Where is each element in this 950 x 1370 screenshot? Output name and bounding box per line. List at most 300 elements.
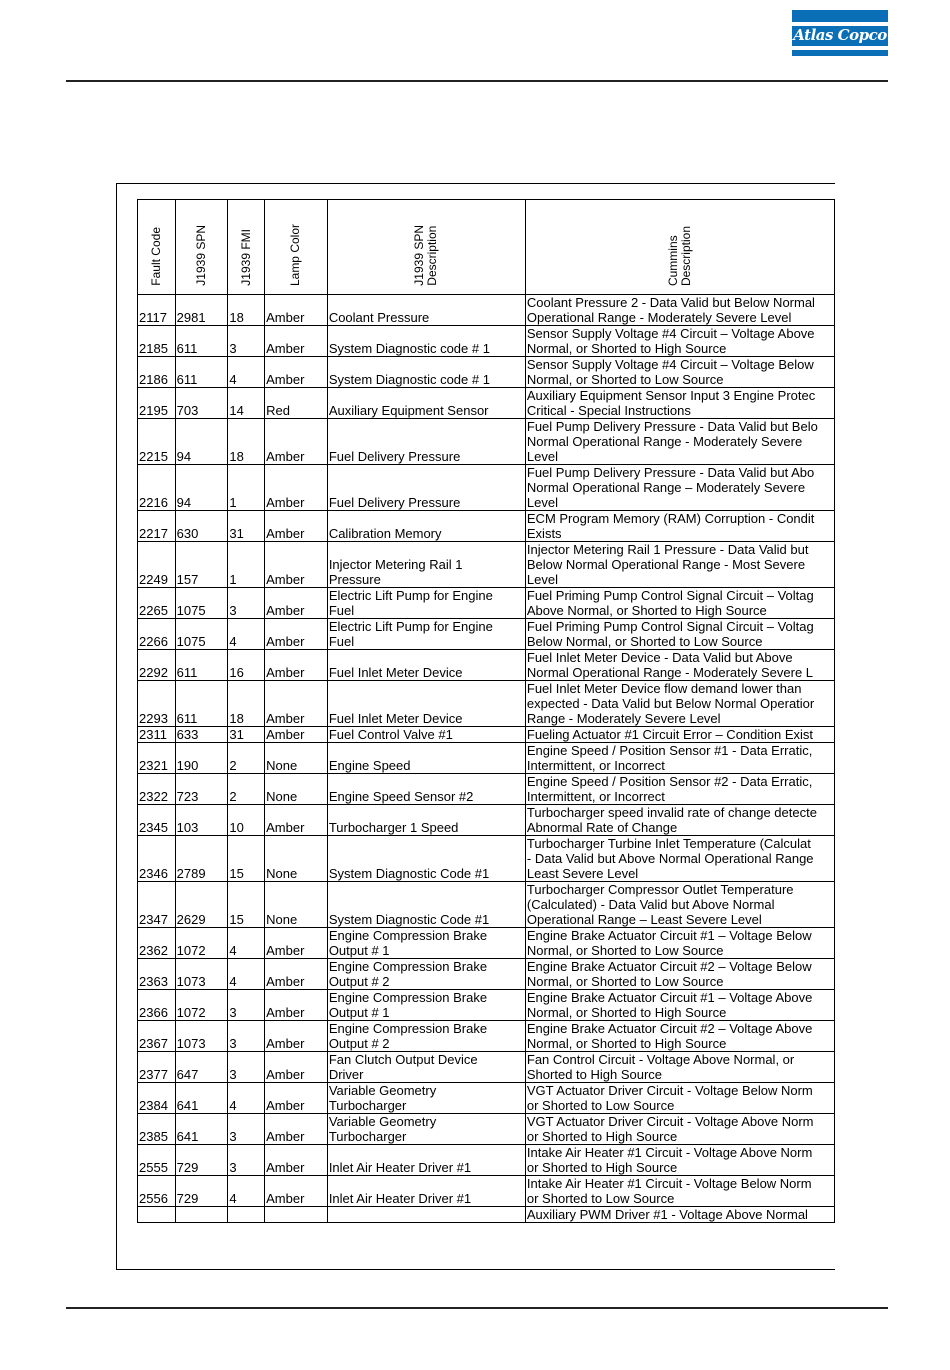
table-row bbox=[138, 1176, 835, 1207]
lamp-color-cell: Amber bbox=[265, 619, 328, 650]
fault-code-cell: 2377 bbox=[138, 1052, 176, 1083]
spn-cell: 611 bbox=[175, 357, 228, 388]
cummins-description-cell bbox=[525, 511, 834, 542]
fault-code-cell: 2346 bbox=[138, 836, 176, 882]
fault-code-cell: 2249 bbox=[138, 542, 176, 588]
fmi-cell: 31 bbox=[228, 511, 265, 542]
spn-cell: 703 bbox=[175, 388, 228, 419]
cummins-description-cell bbox=[525, 650, 834, 681]
spn-cell: 2629 bbox=[175, 882, 228, 928]
lamp-color-cell: Amber bbox=[265, 1083, 328, 1114]
cummins-description-cell bbox=[525, 588, 834, 619]
cummins-description-cell bbox=[525, 1145, 834, 1176]
header-j1939-fmi bbox=[228, 200, 265, 295]
description-line: Output # 1 bbox=[328, 1005, 390, 1020]
fault-code-cell: 2362 bbox=[138, 928, 176, 959]
description-line: Intake Air Heater #1 Circuit - Voltage Below Norm bbox=[526, 1176, 812, 1191]
fault-code-cell: 2322 bbox=[138, 774, 176, 805]
description-line: Pressure bbox=[328, 572, 381, 587]
lamp-color-cell: Amber bbox=[265, 928, 328, 959]
spn-description-cell bbox=[327, 1145, 525, 1176]
fmi-cell: 2 bbox=[228, 743, 265, 774]
cummins-description-cell bbox=[525, 990, 834, 1021]
description-line: Turbocharger speed invalid rate of change detecte bbox=[526, 805, 817, 820]
spn-description-cell bbox=[327, 990, 525, 1021]
cummins-description-cell bbox=[525, 681, 834, 727]
logo-text: Atlas Copco bbox=[793, 26, 887, 44]
spn-description-cell bbox=[327, 619, 525, 650]
lamp-color-cell: Amber bbox=[265, 805, 328, 836]
cummins-description-cell bbox=[525, 465, 834, 511]
description-line: Level bbox=[526, 572, 558, 587]
lamp-color-cell: Amber bbox=[265, 357, 328, 388]
spn-description-cell bbox=[327, 419, 525, 465]
spn-cell bbox=[175, 1207, 228, 1223]
description-line: Engine Compression Brake bbox=[328, 928, 488, 943]
description-line: Normal, or Shorted to High Source bbox=[526, 341, 727, 356]
description-line: Output # 2 bbox=[328, 1036, 390, 1051]
cummins-description-cell bbox=[525, 388, 834, 419]
description-line: VGT Actuator Driver Circuit - Voltage Above Norm bbox=[526, 1114, 814, 1129]
table-row bbox=[138, 1021, 835, 1052]
lamp-color-cell: None bbox=[265, 774, 328, 805]
description-line: Calibration Memory bbox=[328, 526, 442, 541]
description-line: Fuel Priming Pump Control Signal Circuit – Voltag bbox=[526, 588, 814, 603]
header-lamp-color bbox=[265, 200, 328, 295]
description-line: Sensor Supply Voltage #4 Circuit – Voltage Below bbox=[526, 357, 814, 372]
table-row bbox=[138, 1083, 835, 1114]
lamp-color-cell: Amber bbox=[265, 681, 328, 727]
fault-code-cell: 2321 bbox=[138, 743, 176, 774]
cummins-description-cell bbox=[525, 1207, 834, 1223]
header-label-line: J1939 SPN bbox=[193, 225, 208, 286]
spn-cell: 94 bbox=[175, 419, 228, 465]
fmi-cell: 4 bbox=[228, 1176, 265, 1207]
fmi-cell: 18 bbox=[228, 295, 265, 326]
description-line: Engine Compression Brake bbox=[328, 959, 488, 974]
spn-cell: 630 bbox=[175, 511, 228, 542]
description-line: Fuel Control Valve #1 bbox=[328, 727, 453, 742]
description-line: Auxiliary Equipment Sensor Input 3 Engine Protec bbox=[526, 388, 816, 403]
cummins-description-cell bbox=[525, 295, 834, 326]
lamp-color-cell: Amber bbox=[265, 542, 328, 588]
description-line: Turbocharger Compressor Outlet Temperature bbox=[526, 882, 794, 897]
fault-code-table bbox=[137, 199, 835, 1223]
table-row bbox=[138, 990, 835, 1021]
spn-cell: 647 bbox=[175, 1052, 228, 1083]
cummins-description-cell bbox=[525, 743, 834, 774]
lamp-color-cell: Amber bbox=[265, 588, 328, 619]
fmi-cell: 3 bbox=[228, 326, 265, 357]
spn-cell: 641 bbox=[175, 1114, 228, 1145]
fmi-cell: 3 bbox=[228, 588, 265, 619]
fmi-cell: 4 bbox=[228, 357, 265, 388]
spn-description-cell bbox=[327, 465, 525, 511]
description-line: Normal Operational Range – Moderately Severe bbox=[526, 480, 806, 495]
lamp-color-cell: Amber bbox=[265, 511, 328, 542]
description-line: Exists bbox=[526, 526, 562, 541]
lamp-color-cell: Amber bbox=[265, 419, 328, 465]
lamp-color-cell: Amber bbox=[265, 1021, 328, 1052]
description-line: Below Normal Operational Range - Most Severe bbox=[526, 557, 806, 572]
description-line: Fuel Priming Pump Control Signal Circuit – Voltag bbox=[526, 619, 814, 634]
cummins-description-cell bbox=[525, 1021, 834, 1052]
description-line: Coolant Pressure bbox=[328, 310, 430, 325]
table-row bbox=[138, 326, 835, 357]
fmi-cell: 3 bbox=[228, 1021, 265, 1052]
cummins-description-cell bbox=[525, 1083, 834, 1114]
spn-description-cell bbox=[327, 727, 525, 743]
table-frame bbox=[116, 183, 835, 1270]
spn-cell: 94 bbox=[175, 465, 228, 511]
fault-code-cell: 2347 bbox=[138, 882, 176, 928]
header-label-line: Cummins bbox=[665, 235, 680, 286]
description-line: Abnormal Rate of Change bbox=[526, 820, 678, 835]
description-line: System Diagnostic Code #1 bbox=[328, 866, 490, 881]
header-label-line: Description bbox=[678, 225, 693, 286]
description-line: (Calculated) - Data Valid but Above Normal bbox=[526, 897, 775, 912]
header-divider bbox=[66, 80, 888, 82]
spn-cell: 1072 bbox=[175, 990, 228, 1021]
spn-cell: 723 bbox=[175, 774, 228, 805]
table-row bbox=[138, 1145, 835, 1176]
fmi-cell bbox=[228, 1207, 265, 1223]
description-line: Engine Brake Actuator Circuit #1 – Voltage Below bbox=[526, 928, 812, 943]
spn-description-cell bbox=[327, 1052, 525, 1083]
description-line: Auxiliary Equipment Sensor bbox=[328, 403, 489, 418]
fault-code-cell bbox=[138, 1207, 176, 1223]
spn-description-cell bbox=[327, 1114, 525, 1145]
lamp-color-cell: Amber bbox=[265, 727, 328, 743]
description-line: Output # 1 bbox=[328, 943, 390, 958]
spn-description-cell bbox=[327, 1083, 525, 1114]
description-line: Coolant Pressure 2 - Data Valid but Below Normal bbox=[526, 295, 815, 310]
description-line: ECM Program Memory (RAM) Corruption - Condit bbox=[526, 511, 815, 526]
description-line: Fan Control Circuit - Voltage Above Normal, or bbox=[526, 1052, 795, 1067]
description-line: Intake Air Heater #1 Circuit - Voltage Above Norm bbox=[526, 1145, 813, 1160]
fmi-cell: 1 bbox=[228, 465, 265, 511]
description-line: Variable Geometry bbox=[328, 1114, 437, 1129]
description-line: Critical - Special Instructions bbox=[526, 403, 691, 418]
table-row bbox=[138, 681, 835, 727]
description-line: Inlet Air Heater Driver #1 bbox=[328, 1160, 472, 1175]
spn-description-cell bbox=[327, 882, 525, 928]
description-line: Fuel Delivery Pressure bbox=[328, 495, 461, 510]
spn-cell: 611 bbox=[175, 681, 228, 727]
description-line: Engine Speed Sensor #2 bbox=[328, 789, 474, 804]
description-line: Fuel bbox=[328, 634, 355, 649]
table-row bbox=[138, 1052, 835, 1083]
spn-description-cell bbox=[327, 681, 525, 727]
table-row bbox=[138, 805, 835, 836]
description-line: Level bbox=[526, 449, 558, 464]
table-row bbox=[138, 743, 835, 774]
table-row bbox=[138, 928, 835, 959]
spn-cell: 633 bbox=[175, 727, 228, 743]
description-line: Intermittent, or Incorrect bbox=[526, 789, 665, 804]
table-row bbox=[138, 388, 835, 419]
cummins-description-cell bbox=[525, 836, 834, 882]
description-line: expected - Data Valid but Below Normal Operatior bbox=[526, 696, 815, 711]
lamp-color-cell: None bbox=[265, 882, 328, 928]
table-row bbox=[138, 588, 835, 619]
cummins-description-cell bbox=[525, 774, 834, 805]
fmi-cell: 31 bbox=[228, 727, 265, 743]
description-line: Electric Lift Pump for Engine bbox=[328, 588, 493, 603]
cummins-description-cell bbox=[525, 1176, 834, 1207]
description-line: Below Normal, or Shorted to Low Source bbox=[526, 634, 763, 649]
fmi-cell: 15 bbox=[228, 882, 265, 928]
cummins-description-cell bbox=[525, 1114, 834, 1145]
spn-cell: 641 bbox=[175, 1083, 228, 1114]
description-line: Injector Metering Rail 1 bbox=[328, 557, 463, 572]
description-line: Normal, or Shorted to High Source bbox=[526, 1005, 727, 1020]
description-line bbox=[329, 1207, 524, 1222]
spn-cell: 157 bbox=[175, 542, 228, 588]
fault-code-cell: 2215 bbox=[138, 419, 176, 465]
description-line: Fuel Inlet Meter Device bbox=[328, 665, 463, 680]
spn-description-cell bbox=[327, 295, 525, 326]
fault-code-cell: 2311 bbox=[138, 727, 176, 743]
cummins-description-cell bbox=[525, 326, 834, 357]
fmi-cell: 3 bbox=[228, 990, 265, 1021]
cummins-description-cell bbox=[525, 357, 834, 388]
description-line: Output # 2 bbox=[328, 974, 390, 989]
fault-code-cell: 2555 bbox=[138, 1145, 176, 1176]
cummins-description-cell bbox=[525, 727, 834, 743]
cummins-description-cell bbox=[525, 542, 834, 588]
description-line: Range - Moderately Severe Level bbox=[526, 711, 721, 726]
fmi-cell: 4 bbox=[228, 959, 265, 990]
table-row bbox=[138, 836, 835, 882]
spn-description-cell bbox=[327, 588, 525, 619]
table-row bbox=[138, 357, 835, 388]
fault-code-cell: 2117 bbox=[138, 295, 176, 326]
description-line: or Shorted to High Source bbox=[526, 1160, 678, 1175]
table-row bbox=[138, 542, 835, 588]
fmi-cell: 4 bbox=[228, 1083, 265, 1114]
lamp-color-cell bbox=[265, 1207, 328, 1223]
fmi-cell: 18 bbox=[228, 681, 265, 727]
cummins-description-cell bbox=[525, 928, 834, 959]
logo-stripe bbox=[792, 46, 888, 50]
fmi-cell: 2 bbox=[228, 774, 265, 805]
fmi-cell: 3 bbox=[228, 1052, 265, 1083]
description-line: Turbocharger bbox=[328, 1098, 407, 1113]
lamp-color-cell: None bbox=[265, 743, 328, 774]
description-line: Normal, or Shorted to Low Source bbox=[526, 943, 724, 958]
header-cummins-description bbox=[525, 200, 834, 295]
header-j1939-spn-description bbox=[327, 200, 525, 295]
description-line: Operational Range – Least Severe Level bbox=[526, 912, 762, 927]
lamp-color-cell: Amber bbox=[265, 650, 328, 681]
description-line: Fuel Inlet Meter Device bbox=[328, 711, 463, 726]
fault-code-cell: 2384 bbox=[138, 1083, 176, 1114]
spn-description-cell bbox=[327, 1176, 525, 1207]
description-line: or Shorted to Low Source bbox=[526, 1191, 675, 1206]
fmi-cell: 3 bbox=[228, 1114, 265, 1145]
description-line: System Diagnostic Code #1 bbox=[328, 912, 490, 927]
description-line: Fan Clutch Output Device bbox=[328, 1052, 478, 1067]
spn-cell: 2981 bbox=[175, 295, 228, 326]
table-row bbox=[138, 465, 835, 511]
table-row bbox=[138, 727, 835, 743]
lamp-color-cell: None bbox=[265, 836, 328, 882]
description-line: Fuel bbox=[328, 603, 355, 618]
description-line: Normal, or Shorted to Low Source bbox=[526, 974, 724, 989]
description-line: Shorted to High Source bbox=[526, 1067, 663, 1082]
description-line: Normal, or Shorted to Low Source bbox=[526, 372, 724, 387]
description-line: Engine Compression Brake bbox=[328, 1021, 488, 1036]
header-label-line: Lamp Color bbox=[288, 223, 303, 286]
table-body bbox=[138, 295, 835, 1223]
description-line: Fuel Pump Delivery Pressure - Data Valid but Abo bbox=[526, 465, 815, 480]
fmi-cell: 10 bbox=[228, 805, 265, 836]
fmi-cell: 16 bbox=[228, 650, 265, 681]
fault-code-cell: 2216 bbox=[138, 465, 176, 511]
description-line: Inlet Air Heater Driver #1 bbox=[328, 1191, 472, 1206]
cummins-description-cell bbox=[525, 882, 834, 928]
lamp-color-cell: Red bbox=[265, 388, 328, 419]
spn-description-cell bbox=[327, 650, 525, 681]
fault-code-cell: 2556 bbox=[138, 1176, 176, 1207]
cummins-description-cell bbox=[525, 959, 834, 990]
spn-description-cell bbox=[327, 542, 525, 588]
description-line: Fueling Actuator #1 Circuit Error – Condition Exist bbox=[526, 727, 814, 742]
cummins-description-cell bbox=[525, 1052, 834, 1083]
lamp-color-cell: Amber bbox=[265, 959, 328, 990]
spn-description-cell bbox=[327, 326, 525, 357]
description-line: Engine Speed / Position Sensor #2 - Data Erratic, bbox=[526, 774, 813, 789]
atlas-copco-logo bbox=[792, 10, 888, 56]
spn-cell: 1073 bbox=[175, 1021, 228, 1052]
cummins-description-cell bbox=[525, 619, 834, 650]
description-line: Engine Brake Actuator Circuit #1 – Voltage Above bbox=[526, 990, 813, 1005]
lamp-color-cell: Amber bbox=[265, 1114, 328, 1145]
spn-description-cell bbox=[327, 1207, 525, 1223]
fmi-cell: 14 bbox=[228, 388, 265, 419]
description-line: Above Normal, or Shorted to High Source bbox=[526, 603, 767, 618]
footer-divider bbox=[66, 1307, 888, 1309]
spn-description-cell bbox=[327, 959, 525, 990]
description-line: VGT Actuator Driver Circuit - Voltage Below Norm bbox=[526, 1083, 813, 1098]
table-row bbox=[138, 959, 835, 990]
fmi-cell: 4 bbox=[228, 928, 265, 959]
header-label-line: Fault Code bbox=[148, 227, 163, 286]
spn-description-cell bbox=[327, 805, 525, 836]
description-line: or Shorted to High Source bbox=[526, 1129, 678, 1144]
table-row bbox=[138, 419, 835, 465]
fault-code-cell: 2293 bbox=[138, 681, 176, 727]
spn-description-cell bbox=[327, 774, 525, 805]
fmi-cell: 15 bbox=[228, 836, 265, 882]
spn-cell: 2789 bbox=[175, 836, 228, 882]
fault-code-cell: 2366 bbox=[138, 990, 176, 1021]
table-row bbox=[138, 774, 835, 805]
fault-code-cell: 2363 bbox=[138, 959, 176, 990]
fault-code-cell: 2186 bbox=[138, 357, 176, 388]
lamp-color-cell: Amber bbox=[265, 1145, 328, 1176]
description-line: or Shorted to Low Source bbox=[526, 1098, 675, 1113]
description-line: Fuel Inlet Meter Device - Data Valid but Above bbox=[526, 650, 793, 665]
fault-code-cell: 2385 bbox=[138, 1114, 176, 1145]
description-line: Least Severe Level bbox=[526, 866, 639, 881]
lamp-color-cell: Amber bbox=[265, 295, 328, 326]
description-line: - Data Valid but Above Normal Operational Range bbox=[526, 851, 814, 866]
fmi-cell: 1 bbox=[228, 542, 265, 588]
description-line: Fuel Pump Delivery Pressure - Data Valid but Belo bbox=[526, 419, 818, 434]
fault-code-cell: 2292 bbox=[138, 650, 176, 681]
spn-cell: 729 bbox=[175, 1145, 228, 1176]
description-line: Injector Metering Rail 1 Pressure - Data Valid but bbox=[526, 542, 809, 557]
spn-cell: 1073 bbox=[175, 959, 228, 990]
fault-code-cell: 2266 bbox=[138, 619, 176, 650]
description-line: Fuel Inlet Meter Device flow demand lower than bbox=[526, 681, 802, 696]
spn-cell: 190 bbox=[175, 743, 228, 774]
table-row bbox=[138, 295, 835, 326]
spn-description-cell bbox=[327, 836, 525, 882]
spn-description-cell bbox=[327, 388, 525, 419]
header-j1939-spn bbox=[175, 200, 228, 295]
description-line: Fuel Delivery Pressure bbox=[328, 449, 461, 464]
spn-cell: 729 bbox=[175, 1176, 228, 1207]
description-line: Normal, or Shorted to High Source bbox=[526, 1036, 727, 1051]
description-line: System Diagnostic code # 1 bbox=[328, 372, 490, 387]
fault-code-cell: 2185 bbox=[138, 326, 176, 357]
spn-cell: 1072 bbox=[175, 928, 228, 959]
table-row bbox=[138, 1207, 835, 1223]
header-label-line: J1939 FMI bbox=[238, 229, 253, 286]
spn-description-cell bbox=[327, 511, 525, 542]
lamp-color-cell: Amber bbox=[265, 1176, 328, 1207]
spn-cell: 1075 bbox=[175, 619, 228, 650]
lamp-color-cell: Amber bbox=[265, 326, 328, 357]
cummins-description-cell bbox=[525, 419, 834, 465]
spn-description-cell bbox=[327, 743, 525, 774]
spn-description-cell bbox=[327, 357, 525, 388]
table-row bbox=[138, 882, 835, 928]
fault-code-cell: 2367 bbox=[138, 1021, 176, 1052]
description-line: Auxiliary PWM Driver #1 - Voltage Above Normal bbox=[526, 1207, 808, 1222]
lamp-color-cell: Amber bbox=[265, 465, 328, 511]
description-line: Turbocharger Turbine Inlet Temperature (Calculat bbox=[526, 836, 811, 851]
fmi-cell: 4 bbox=[228, 619, 265, 650]
spn-cell: 103 bbox=[175, 805, 228, 836]
header-label-line: J1939 SPN bbox=[412, 225, 427, 286]
description-line: Engine Brake Actuator Circuit #2 – Voltage Below bbox=[526, 959, 812, 974]
cummins-description-cell bbox=[525, 805, 834, 836]
description-line: Driver bbox=[328, 1067, 364, 1082]
table-row bbox=[138, 511, 835, 542]
spn-description-cell bbox=[327, 1021, 525, 1052]
fmi-cell: 3 bbox=[228, 1145, 265, 1176]
fault-code-cell: 2217 bbox=[138, 511, 176, 542]
description-line: Engine Speed / Position Sensor #1 - Data Erratic, bbox=[526, 743, 813, 758]
spn-cell: 611 bbox=[175, 326, 228, 357]
header-fault-code bbox=[138, 200, 176, 295]
table-row bbox=[138, 619, 835, 650]
table-row bbox=[138, 1114, 835, 1145]
description-line: System Diagnostic code # 1 bbox=[328, 341, 490, 356]
description-line: Level bbox=[526, 495, 558, 510]
description-line: Intermittent, or Incorrect bbox=[526, 758, 665, 773]
description-line: Normal Operational Range - Moderately Severe L bbox=[526, 665, 814, 680]
lamp-color-cell: Amber bbox=[265, 1052, 328, 1083]
description-line: Engine Speed bbox=[328, 758, 411, 773]
fault-code-cell: 2345 bbox=[138, 805, 176, 836]
description-line: Operational Range - Moderately Severe Level bbox=[526, 310, 792, 325]
header-label-line: Description bbox=[425, 225, 440, 286]
